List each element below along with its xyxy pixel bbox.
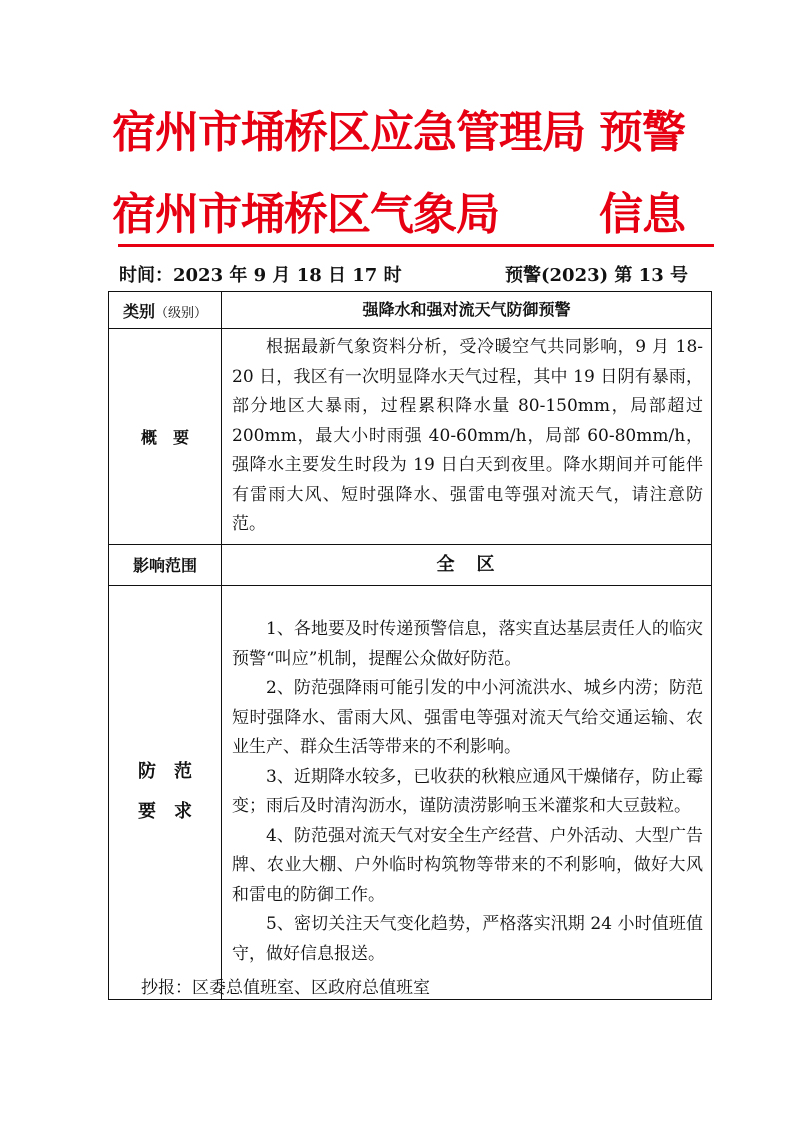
agency-name-1: 宿州市埇桥区应急管理局 (112, 107, 585, 158)
table-row-summary (109, 329, 712, 545)
summary-text: 根据最新气象资料分析，受冷暖空气共同影响，9 月 18-20 日，我区有一次明显降水天气过程，其中 19 日阴有暴雨，部分地区大暴雨，过程累积降水量 80-150mm，局部超过 200mm，最大小时雨强 40-60mm/h，局部 60-80mm/h，强降水主要发生时段为 19 日白天到夜里。降水期间并可能伴有雷雨大风、短时强降水、强雷电等强对流天气，请注意防范。 (232, 337, 703, 534)
doc-type-1: 预警 (599, 107, 685, 158)
header-line-1 (112, 106, 685, 160)
type-label: 类别 (122, 301, 155, 321)
cc-recipients: 抄报：区委总值班室、区政府总值班室 (141, 978, 430, 998)
table-row-scope (109, 544, 712, 585)
warning-table (108, 291, 712, 1000)
summary-cell (222, 329, 712, 545)
type-value: 强降水和强对流天气防御预警 (222, 292, 712, 329)
requirement-item: 2、防范强降雨可能引发的中小河流洪水、城乡内涝；防范短时强降水、雷雨大风、强雷电等强对流天气给交通运输、农业生产、群众生活等带来的不利影响。 (232, 678, 703, 757)
scope-value: 全 区 (222, 544, 712, 585)
table-row-requirements (109, 585, 712, 999)
agency-name-2: 宿州市埇桥区气象局 (112, 189, 499, 240)
type-label-cell (109, 292, 222, 329)
requirement-item: 1、各地要及时传递预警信息，落实直达基层责任人的临灾预警“叫应”机制，提醒公众做好防范。 (232, 619, 703, 669)
header-red-rule (118, 244, 714, 247)
issue-time: 时间：2023 年 9 月 18 日 17 时 (119, 265, 402, 286)
scope-label: 影响范围 (109, 544, 222, 585)
table-row-type (109, 292, 712, 329)
requirements-label-2: 要 求 (138, 801, 192, 822)
requirements-cell (222, 585, 712, 999)
requirements-label-cell (109, 585, 222, 999)
requirement-item: 4、防范强对流天气对安全生产经营、户外活动、大型广告牌、农业大棚、户外临时构筑物等带来的不利影响，做好大风和雷电的防御工作。 (232, 825, 703, 905)
doc-type-2: 信息 (599, 189, 685, 240)
requirements-label-1: 防 范 (138, 761, 192, 782)
document-number: 预警(2023) 第 13 号 (505, 265, 688, 286)
requirement-item: 5、密切关注天气变化趋势，严格落实汛期 24 小时值班值守，做好信息报送。 (232, 914, 703, 964)
requirement-item: 3、近期降水较多，已收获的秋粮应通风干燥储存，防止霉变；雨后及时清沟沥水，谨防渍涝影响玉米灌浆和大豆鼓粒。 (232, 766, 703, 816)
summary-label: 概 要 (109, 329, 222, 545)
type-label-sub: （级别） (155, 305, 208, 321)
header-line-2 (112, 188, 685, 242)
